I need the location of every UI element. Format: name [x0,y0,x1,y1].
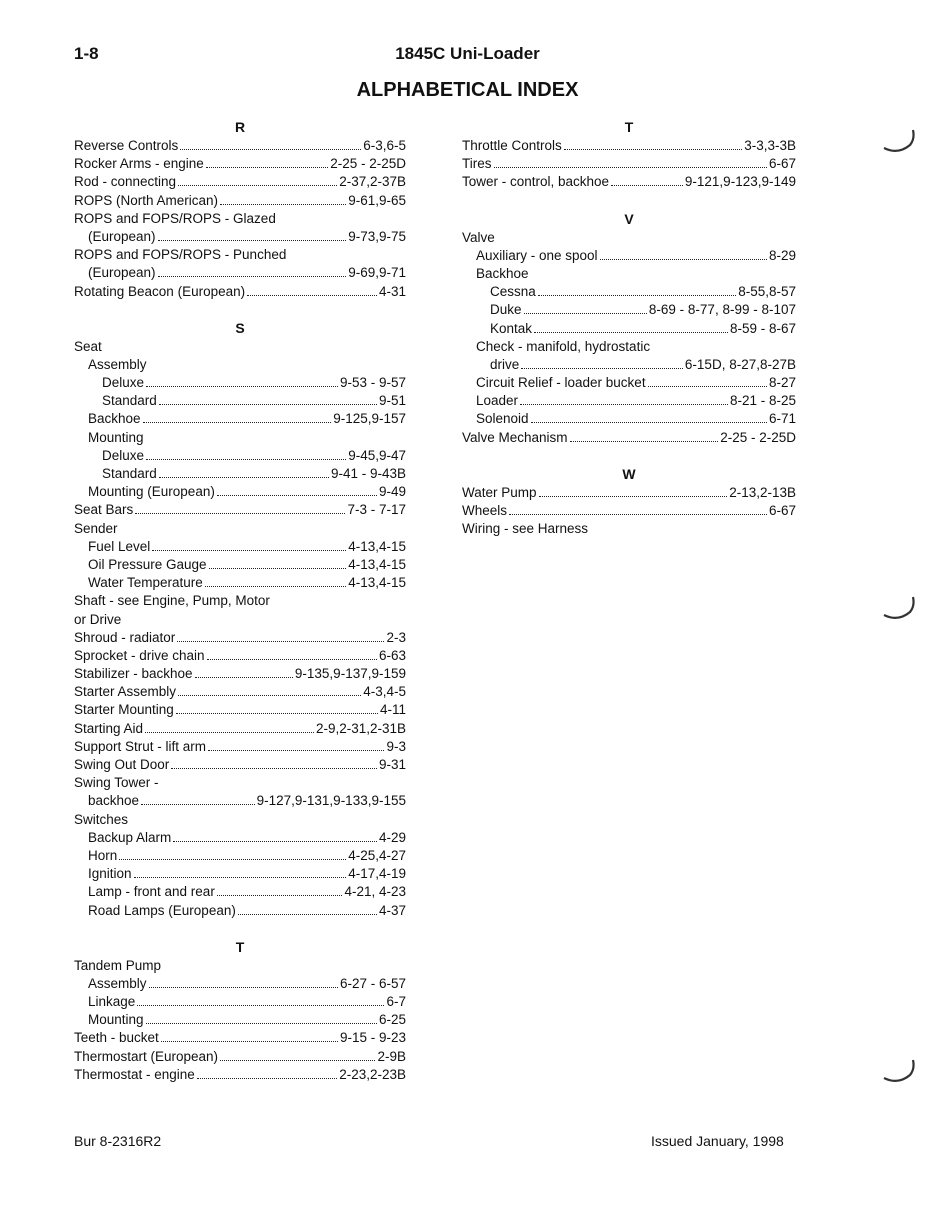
index-entry-pages: 6-71 [768,411,796,427]
index-entry [74,683,406,701]
dot-leader [197,1078,337,1079]
binder-hole-mark-icon [880,1058,920,1088]
dot-leader [141,804,255,805]
dot-leader [171,768,377,769]
index-column-left [74,118,406,1084]
dot-leader [134,877,347,878]
index-entry [462,155,796,173]
index-entry-term: Assembly [88,975,147,991]
index-entry-term: Tower - control, backhoe [462,174,610,190]
index-entry-term: Shroud - radiator [74,629,176,645]
index-entry-pages: 2-9B [377,1048,406,1064]
index-entry-term: (European) [88,228,156,244]
index-entry-pages: 4-13,4-15 [348,556,406,572]
binder-hole-mark-icon [880,128,920,158]
index-entry-term: Backhoe [476,265,529,281]
index-entry-pages: 8-59 - 8-67 [729,320,796,336]
index-entry [462,520,796,538]
dot-leader [159,477,329,478]
index-entry [74,356,406,374]
index-entry-pages: 2-25 - 2-25D [330,156,406,172]
index-entry-pages: 7-3 - 7-17 [347,502,406,518]
index-entry-term: Rocker Arms - engine [74,156,204,172]
index-entry-term: Solenoid [476,411,529,427]
index-entry-term: Linkage [88,994,136,1010]
dot-leader [195,677,293,678]
index-entry [74,501,406,519]
dot-leader [220,204,346,205]
index-entry-term: Thermostat - engine [74,1066,195,1082]
index-entry-pages: 9-69,9-71 [348,265,406,281]
index-entry [74,847,406,865]
index-entry-term: Deluxe [102,375,145,391]
index-entry [74,410,406,428]
dot-leader [119,859,346,860]
index-entry-term: Rotating Beacon (European) [74,283,246,299]
index-entry-term: Mounting [88,429,144,445]
index-entry [74,1048,406,1066]
index-entry-pages: 9-49 [378,484,406,500]
index-entry [74,556,406,574]
index-entry-term: ROPS and FOPS/ROPS - Glazed [74,210,276,226]
index-entry-term: ROPS and FOPS/ROPS - Punched [74,247,287,263]
index-entry-term: Backup Alarm [88,829,172,845]
index-entry [74,283,406,301]
dot-leader [149,987,338,988]
index-entry-pages: 4-21, 4-23 [344,884,406,900]
index-entry [74,720,406,738]
dot-leader [159,404,377,405]
index-entry-pages: 4-13,4-15 [348,538,406,554]
issue-date: Issued January, 1998 [651,1133,784,1149]
index-entry-term: Shaft - see Engine, Pump, Motor [74,593,270,609]
index-entry [74,792,406,810]
dot-leader [177,641,384,642]
index-entry [74,611,406,629]
index-entry [462,229,796,247]
index-entry-term: Valve Mechanism [462,429,568,445]
dot-leader [208,750,384,751]
index-entry-pages: 9-61,9-65 [348,192,406,208]
section-letter: S [235,319,245,336]
index-entry-pages: 3-3,3-3B [744,138,796,153]
index-entry-pages: 4-29 [378,829,406,845]
section-spacer [74,301,406,319]
dot-leader [611,185,683,186]
index-entry [74,264,406,282]
dot-leader [539,496,728,497]
index-entry-pages: 2-37,2-37B [339,174,406,190]
index-entry-pages: 2-23,2-23B [339,1066,406,1082]
index-entry-term: Thermostart (European) [74,1048,219,1064]
index-entry-term: Duke [490,302,522,318]
index-entry-term: Mounting (European) [88,484,215,500]
index-entry [74,829,406,847]
index-column-right [462,118,796,538]
dot-leader [238,914,377,915]
index-entry-pages: 4-37 [378,902,406,918]
index-entry [462,320,796,338]
index-entry [74,192,406,210]
index-entry-pages: 9-125,9-157 [333,411,406,427]
index-entry-pages: 9-135,9-137,9-159 [294,666,406,682]
dot-leader [648,386,767,387]
dot-leader [145,732,314,733]
dot-leader [217,895,343,896]
dot-leader [247,295,377,296]
index-entry-pages: 2-3 [386,629,406,645]
index-entry [74,629,406,647]
index-entry-pages: 4-13,4-15 [348,575,406,591]
dot-leader [220,1060,375,1061]
index-entry [74,993,406,1011]
dot-leader [524,313,647,314]
index-entry [74,1011,406,1029]
index-entry-pages: 4-17,4-19 [348,866,406,882]
index-entry [74,465,406,483]
dot-leader [146,386,338,387]
index-entry-term: Starter Assembly [74,684,177,700]
index-entry-term: Kontak [490,320,533,336]
index-entry-term: Rod - connecting [74,174,177,190]
index-entry [74,957,406,975]
dot-leader [176,713,378,714]
index-entry [74,1029,406,1047]
index-entry-pages: 6-15D, 8-27,8-27B [684,356,796,372]
index-entry [74,865,406,883]
section-letter: W [622,465,636,482]
index-entry-term: Standard [102,393,157,409]
index-entry-pages: 4-3,4-5 [363,684,406,700]
dot-leader [146,1023,377,1024]
index-entry [74,756,406,774]
index-entry-pages: 2-9,2-31,2-31B [315,720,406,736]
index-entry-term: drive [490,356,520,372]
index-entry-pages: 9-3 [386,738,406,754]
index-entry-pages: 6-67 [768,156,796,172]
dot-leader [173,841,377,842]
dot-leader [207,659,377,660]
dot-leader [178,185,337,186]
index-entry-term: Starter Mounting [74,702,174,718]
index-entry-term: Sprocket - drive chain [74,647,205,663]
index-entry-pages: 2-25 - 2-25D [720,429,796,445]
dot-leader [158,240,347,241]
dot-leader [531,422,767,423]
index-entry-term: Support Strut - lift arm [74,738,207,754]
dot-leader [570,441,719,442]
index-entry [74,665,406,683]
section-letter: T [624,119,634,135]
page-number: 1-8 [74,44,99,63]
index-entry [74,392,406,410]
index-entry [462,392,796,410]
dot-leader [209,568,347,569]
section-spacer [462,447,796,465]
index-entry-term: Assembly [88,356,147,372]
dot-leader [146,459,346,460]
dot-leader [137,1005,384,1006]
index-entry-term: Valve [462,229,495,245]
index-entry-pages: 8-29 [768,247,796,263]
index-entry-term: Sender [74,520,118,536]
index-entry-term: Starting Aid [74,720,144,736]
index-entry [74,592,406,610]
section-letter: T [235,938,245,955]
index-entry-pages: 4-25,4-27 [348,847,406,863]
index-entry-term: Horn [88,847,118,863]
section-spacer [74,920,406,938]
index-entry-term: Tandem Pump [74,957,162,973]
index-entry [74,338,406,356]
index-entry-term: Standard [102,466,157,481]
index-entry [74,429,406,447]
index-entry [74,738,406,756]
index-entry-pages: 6-7 [386,994,406,1010]
index-entry-term: ROPS (North American) [74,192,219,208]
index-entry [462,410,796,428]
index-entry-term: or Drive [74,611,122,627]
index-entry [462,265,796,283]
index-entry-pages: 9-51 [378,393,406,409]
index-entry [462,283,796,301]
index-entry-pages: 6-3,6-5 [363,138,406,153]
index-entry [74,701,406,719]
dot-leader [520,404,728,405]
index-entry-term: Wheels [462,503,508,518]
index-entry-pages: 2-13,2-13B [729,484,796,500]
index-entry [74,447,406,465]
index-entry-term: Cessna [490,284,536,300]
index-entry [462,502,796,520]
index-entry [74,246,406,264]
dot-leader [494,167,767,168]
index-entry-term: Circuit Relief - loader bucket [476,375,646,391]
index-entry-pages: 9-121,9-123,9-149 [684,174,796,190]
index-entry [74,520,406,538]
index-entry-term: Reverse Controls [74,138,179,153]
index-entry [74,574,406,592]
index-entry-pages: 9-45,9-47 [348,447,406,463]
index-entry [74,374,406,392]
index-entry [462,429,796,447]
index-entry-pages: 9-15 - 9-23 [339,1030,406,1046]
dot-leader [534,332,728,333]
index-entry-pages: 9-31 [378,757,406,772]
index-entry-term: Lamp - front and rear [88,884,215,900]
index-entry-term: Swing Tower - [74,775,159,791]
index-entry-term: backhoe [88,793,140,809]
dot-leader [217,495,377,496]
index-entry-term: Throttle Controls [462,138,562,153]
index-entry [74,883,406,901]
index-entry-term: Teeth - bucket [74,1030,159,1046]
index-entry-pages: 9-41 - 9-43B [330,466,406,481]
index-entry-term: Seat Bars [74,502,134,518]
document-number: Bur 8-2316R2 [74,1133,162,1149]
index-entry [74,483,406,501]
dot-leader [521,368,683,369]
index-entry-term: Seat [74,338,102,354]
index-entry-pages: 9-73,9-75 [348,228,406,244]
index-entry [462,338,796,356]
index-entry-pages: 4-11 [379,702,406,718]
index-entry-pages: 8-55,8-57 [738,284,796,300]
dot-leader [152,550,346,551]
dot-leader [178,695,361,696]
index-entry-term: Swing Out Door [74,757,170,772]
index-entry-pages: 6-63 [378,647,406,663]
index-entry [74,774,406,792]
index-entry-pages: 9-53 - 9-57 [339,375,406,391]
index-entry-term: Water Pump [462,484,537,500]
dot-leader [161,1041,338,1042]
index-entry [74,902,406,920]
document-title: 1845C Uni-Loader [395,44,540,63]
dot-leader [509,514,767,515]
dot-leader [143,422,332,423]
index-entry-pages: 4-31 [378,283,406,299]
index-entry-term: Auxiliary - one spool [476,247,598,263]
index-entry [74,210,406,228]
dot-leader [205,586,346,587]
index-entry-pages: 9-127,9-131,9-133,9-155 [256,793,406,809]
dot-leader [600,259,767,260]
index-entry [462,173,796,191]
index-entry-term: Stabilizer - backhoe [74,666,193,682]
index-entry [462,247,796,265]
dot-leader [206,167,328,168]
index-entry [462,356,796,374]
index-entry-pages: 6-25 [378,1012,406,1028]
dot-leader [538,295,736,296]
index-title: ALPHABETICAL INDEX [356,79,579,101]
index-entry [462,301,796,319]
index-entry-term: Road Lamps (European) [88,902,236,918]
binder-hole-mark-icon [880,595,920,625]
index-entry [74,228,406,246]
index-entry [74,538,406,556]
dot-leader [180,149,361,150]
index-entry-term: Water Temperature [88,575,203,591]
index-entry-term: Switches [74,811,129,827]
index-entry [74,137,406,155]
index-entry [74,155,406,173]
dot-leader [135,513,345,514]
index-entry-term: Oil Pressure Gauge [88,556,207,572]
index-entry-term: Loader [476,393,519,409]
index-entry-term: Tires [462,156,492,172]
index-entry [462,484,796,502]
index-entry-term: Check - manifold, hydrostatic [476,338,651,354]
index-entry-term: Deluxe [102,447,145,463]
index-entry-pages: 6-27 - 6-57 [339,975,406,991]
index-entry [462,374,796,392]
index-entry-pages: 6-67 [768,503,796,518]
dot-leader [564,149,742,150]
index-entry-term: Mounting [88,1012,144,1028]
section-letter: R [234,119,246,135]
index-entry-pages: 8-69 - 8-77, 8-99 - 8-107 [648,302,796,318]
index-entry [74,647,406,665]
index-entry-term: Wiring - see Harness [462,521,589,537]
index-entry-term: Backhoe [88,411,141,427]
index-entry-term: Fuel Level [88,538,151,554]
index-entry [74,975,406,993]
index-entry-term: (European) [88,265,156,281]
index-entry [74,811,406,829]
index-entry-pages: 8-27 [768,375,796,391]
section-letter: V [624,210,634,227]
index-entry [74,173,406,191]
index-entry-pages: 8-21 - 8-25 [729,393,796,409]
index-entry-term: Ignition [88,866,132,882]
index-entry [462,137,796,155]
section-spacer [462,192,796,210]
dot-leader [158,276,347,277]
index-entry [74,1066,406,1084]
